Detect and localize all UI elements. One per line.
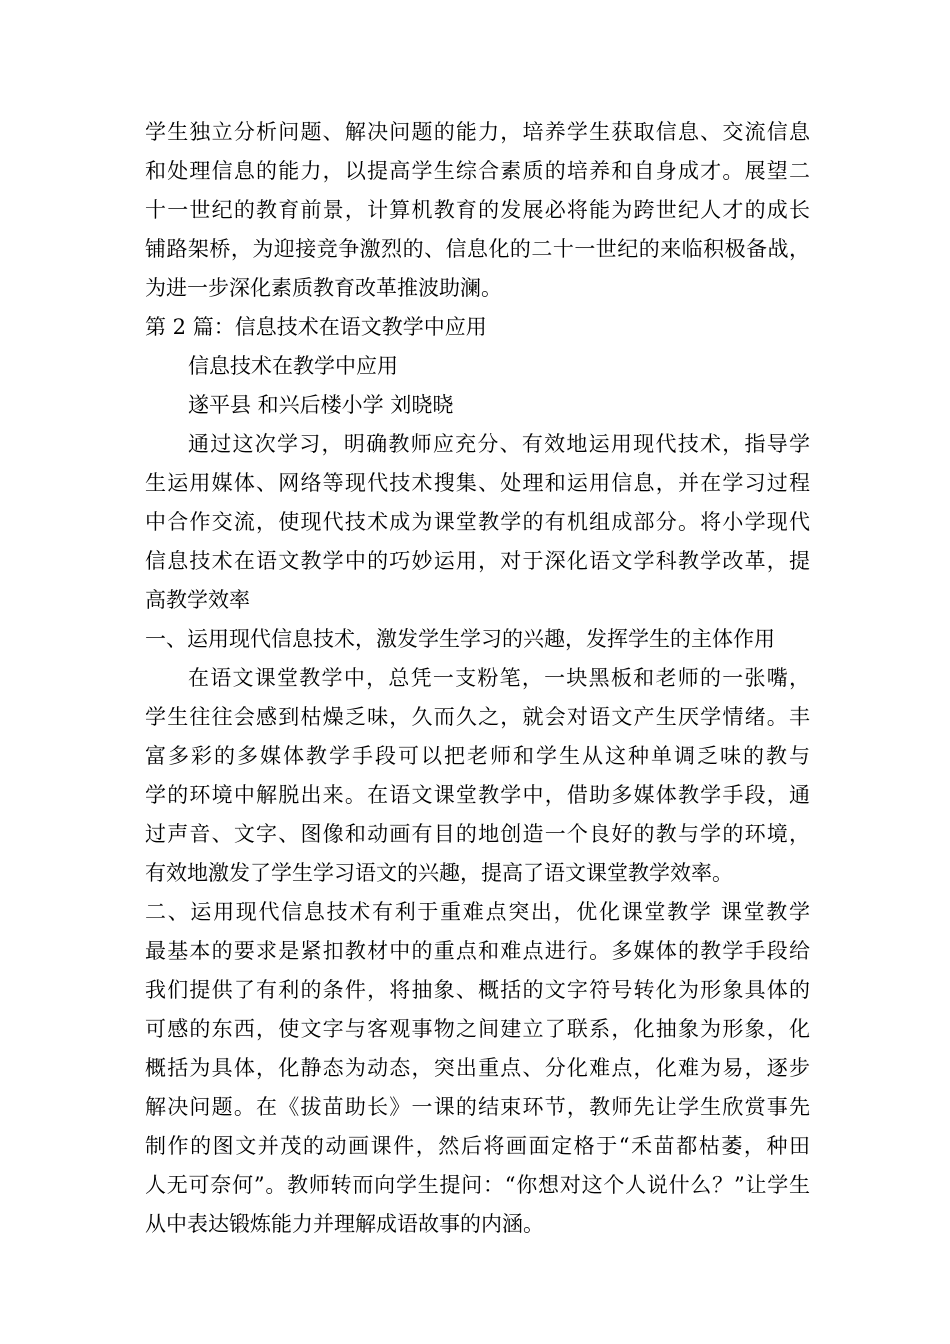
paragraph-intro [145,425,810,620]
text-line: 通过这次学习，明确教师应充分、有效地运用现代技术，指导学 [188,432,810,456]
text-line: 和处理信息的能力，以提高学生综合素质的培养和自身成才。展望二 [145,159,810,183]
text-line: 人无可奈何”。教师转而向学生提问：“你想对这个人说什么？”让学生 [145,1173,810,1197]
text-line: 高教学效率 [145,588,250,612]
text-line: 从中表达锻炼能力并理解成语故事的内涵。 [145,1212,544,1236]
text-line: 二、运用现代信息技术有利于重难点突出，优化课堂教学 课堂教学 [145,900,810,924]
text-line: 生运用媒体、网络等现代技术搜集、处理和运用信息，并在学习过程 [145,471,810,495]
text-line: 遂平县 和兴后楼小学 刘晓晓 [188,393,454,417]
text-line: 信息技术在语文教学中的巧妙运用，对于深化语文学科教学改革，提 [145,549,810,573]
text-line: 富多彩的多媒体教学手段可以把老师和学生从这种单调乏味的教与 [145,744,810,768]
document-page [145,113,810,1244]
text-line: 我们提供了有利的条件，将抽象、概括的文字符号转化为形象具体的 [145,978,810,1002]
paragraph-chapter-title [145,308,810,347]
text-line: 第 2 篇：信息技术在语文教学中应用 [145,315,487,339]
text-line: 学生往往会感到枯燥乏味，久而久之，就会对语文产生厌学情绪。丰 [145,705,810,729]
text-line: 中合作交流，使现代技术成为课堂教学的有机组成部分。将小学现代 [145,510,810,534]
paragraph-section-1-title [145,620,810,659]
text-line: 学生独立分析问题、解决问题的能力，培养学生获取信息、交流信息 [145,120,810,144]
text-line: 最基本的要求是紧扣教材中的重点和难点进行。多媒体的教学手段给 [145,939,810,963]
text-line: 十一世纪的教育前景，计算机教育的发展必将能为跨世纪人才的成长 [145,198,810,222]
paragraph-intro-tail [145,113,810,308]
text-line: 过声音、文字、图像和动画有目的地创造一个良好的教与学的环境， [145,822,810,846]
paragraph-author [145,386,810,425]
text-line: 可感的东西，使文字与客观事物之间建立了联系，化抽象为形象，化 [145,1017,810,1041]
text-line: 概括为具体，化静态为动态，突出重点、分化难点，化难为易，逐步 [145,1056,810,1080]
paragraph-section-1-body [145,659,810,893]
text-line: 在语文课堂教学中，总凭一支粉笔，一块黑板和老师的一张嘴， [188,666,810,690]
text-line: 学的环境中解脱出来。在语文课堂教学中，借助多媒体教学手段，通 [145,783,810,807]
text-line: 解决问题。在《拔苗助长》一课的结束环节，教师先让学生欣赏事先 [145,1095,810,1119]
text-line: 一、运用现代信息技术，激发学生学习的兴趣，发挥学生的主体作用 [145,627,775,651]
text-line: 制作的图文并茂的动画课件，然后将画面定格于“禾苗都枯萎，种田 [145,1134,810,1158]
text-line: 为进一步深化素质教育改革推波助澜。 [145,276,502,300]
text-line: 信息技术在教学中应用 [188,354,398,378]
paragraph-section-2 [145,893,810,1244]
paragraph-article-title [145,347,810,386]
text-line: 铺路架桥，为迎接竞争激烈的、信息化的二十一世纪的来临积极备战， [145,237,810,261]
text-line: 有效地激发了学生学习语文的兴趣，提高了语文课堂教学效率。 [145,861,733,885]
